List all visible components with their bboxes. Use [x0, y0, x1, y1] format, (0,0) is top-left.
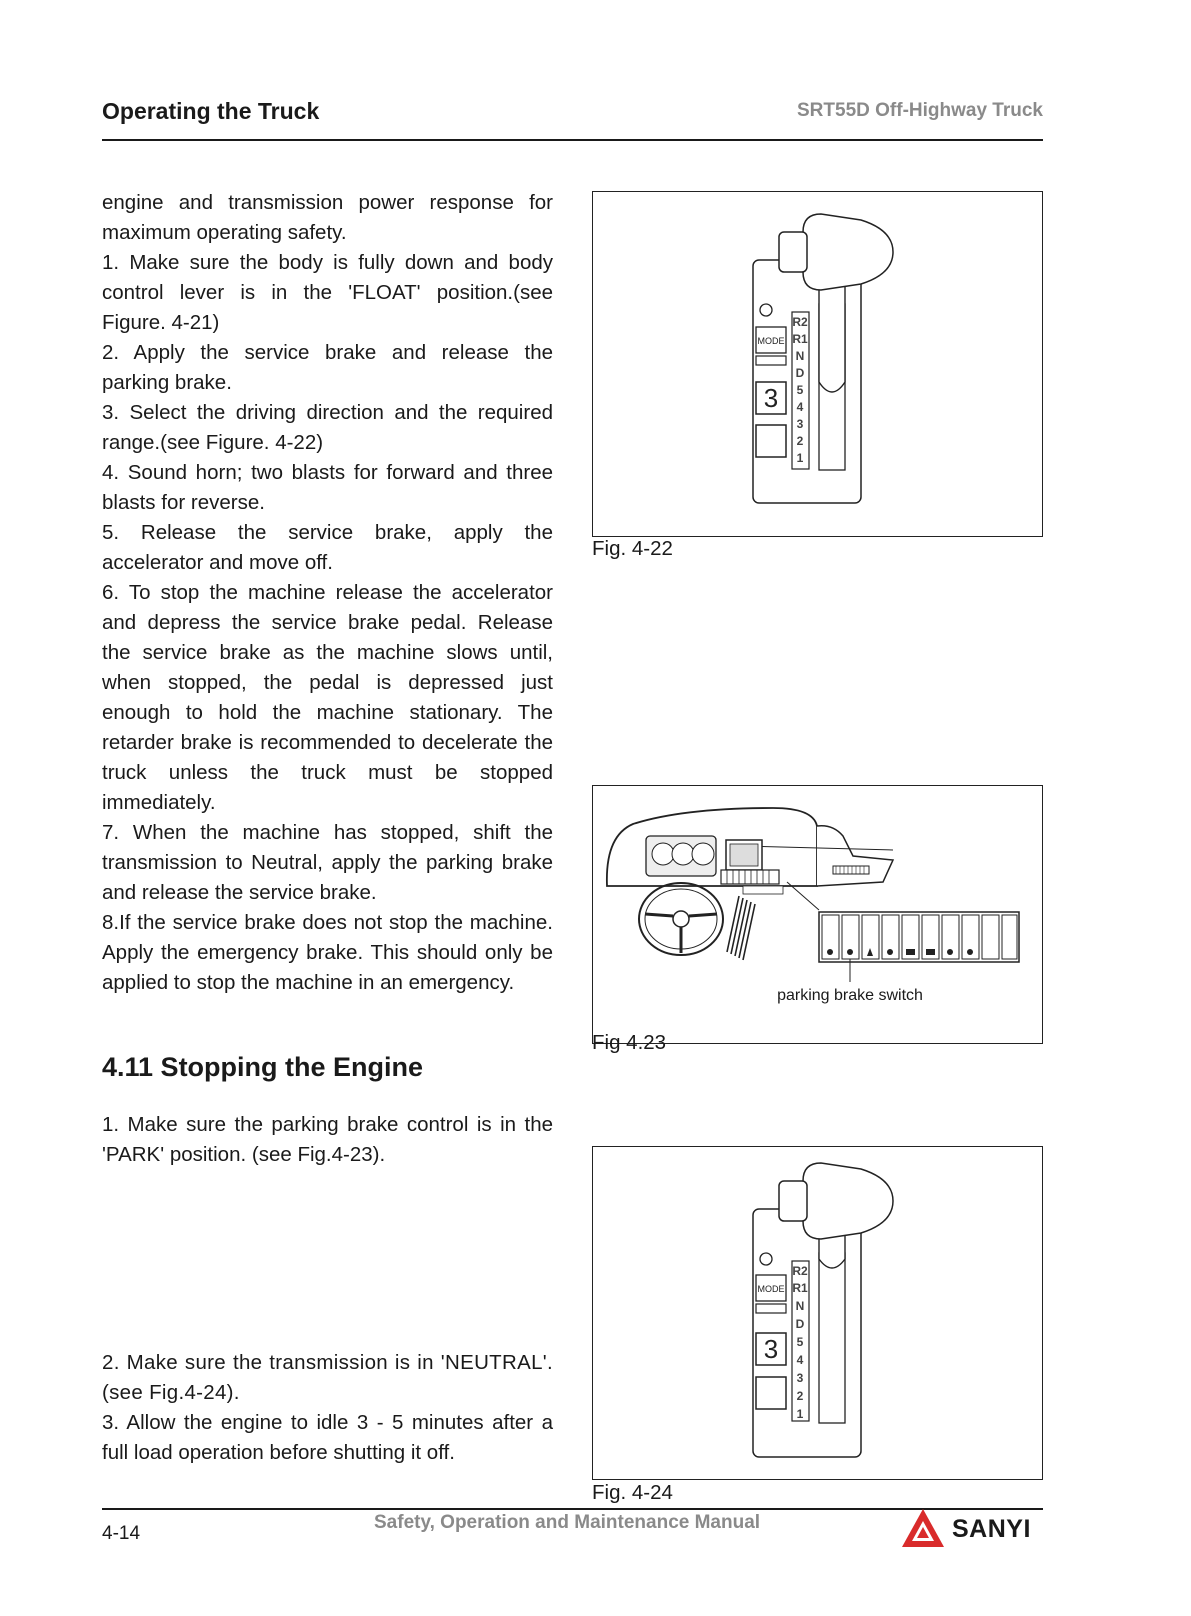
figure-gear-selector: [592, 191, 1043, 537]
stop-steps-2-3: [102, 1348, 553, 1468]
gear-5: 5: [796, 1335, 804, 1349]
gear-3: 3: [796, 417, 804, 431]
instructions-text: [102, 188, 553, 998]
gear-n: N: [795, 349, 805, 363]
brand-logo: [900, 1507, 1031, 1551]
gear-4: 4: [796, 400, 804, 414]
stop-step-1: [102, 1110, 553, 1170]
gear-r1: R1: [792, 1281, 808, 1295]
gear-r2: R2: [792, 315, 808, 329]
range-display-digit: 3: [763, 1334, 779, 1364]
section-title: Operating the Truck: [102, 98, 320, 124]
figure-gear-selector-neutral: [592, 1146, 1043, 1480]
mode-button-label: MODE: [757, 1284, 785, 1294]
parking-brake-switch-label: parking brake switch: [777, 987, 923, 1004]
gear-d: D: [795, 366, 805, 380]
stop-step-3-text: 3. Allow the engine to idle 3 - 5 minutes after a full load operation before shutting it off.: [102, 1411, 553, 1464]
header-rule: [102, 139, 1043, 141]
figure-caption: Fig. 4-22: [592, 537, 673, 560]
gear-selector-drawing: [593, 1147, 1042, 1479]
gear-3: 3: [796, 1371, 804, 1385]
gear-2: 2: [796, 1389, 804, 1403]
step-4: 4. Sound horn; two blasts for forward and three blasts for reverse.: [102, 461, 553, 514]
section-heading: 4.11 Stopping the Engine: [102, 1052, 424, 1082]
step-8: 8.If the service brake does not stop the machine. Apply the emergency brake. This should only be applied to stop the machine in an emergency.: [102, 911, 553, 994]
step-5: 5. Release the service brake, apply the accelerator and move off.: [102, 521, 553, 574]
gear-selector-drawing: [593, 192, 1042, 536]
gear-5: 5: [796, 383, 804, 397]
gear-1: 1: [796, 451, 804, 465]
gear-4: 4: [796, 1353, 804, 1367]
range-display-digit: 3: [763, 383, 779, 413]
step-7: 7. When the machine has stopped, shift the transmission to Neutral, apply the parking brake and release the service brake.: [102, 821, 553, 904]
figure-caption: Fig 4.23: [592, 1031, 667, 1054]
figure-caption: Fig. 4-24: [592, 1481, 673, 1504]
dashboard-drawing: [593, 786, 1042, 1043]
gear-1: 1: [796, 1407, 804, 1421]
stop-step-2-text: 2. Make sure the transmission is in 'NEUTRAL'.(see Fig.4-24).: [102, 1351, 553, 1404]
paragraph: engine and transmission power response for maximum operating safety.: [102, 191, 553, 244]
figure-dashboard: [592, 785, 1043, 1044]
gear-d: D: [795, 1317, 805, 1331]
step-2: 2. Apply the service brake and release the parking brake.: [102, 341, 553, 394]
mode-button-label: MODE: [757, 336, 785, 346]
manual-title: Safety, Operation and Maintenance Manual: [374, 1512, 761, 1533]
page-number: 4-14: [102, 1523, 141, 1544]
sanyi-logo-icon: [900, 1507, 946, 1551]
step-3: 3. Select the driving direction and the required range.(see Figure. 4-22): [102, 401, 553, 454]
gear-r2: R2: [792, 1264, 808, 1278]
stop-step-1-text: 1. Make sure the parking brake control is in the 'PARK' position. (see Fig.4-23).: [102, 1113, 553, 1166]
step-1: 1. Make sure the body is fully down and body control lever is in the 'FLOAT' position.(see Figure. 4-21): [102, 251, 553, 334]
gear-n: N: [795, 1299, 805, 1313]
gear-2: 2: [796, 434, 804, 448]
product-title: SRT55D Off-Highway Truck: [797, 100, 1043, 121]
gear-r1: R1: [792, 332, 808, 346]
brand-name: SANYI: [952, 1514, 1031, 1543]
step-6: 6. To stop the machine release the accelerator and depress the service brake pedal. Release the service brake as the machine slows until, when stopped, the pedal is depressed just enough to hold the machine stationary. The retarder brake is recommended to decelerate the truck unless the truck must be stopped immediately.: [102, 581, 553, 814]
